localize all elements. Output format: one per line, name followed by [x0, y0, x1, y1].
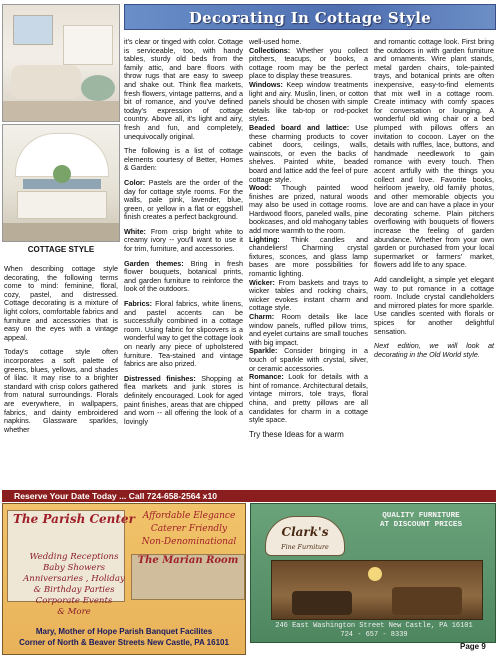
list-item — [249, 124, 368, 184]
item-label: Charm: — [249, 312, 275, 321]
item-label: Lighting: — [249, 234, 280, 244]
article-paragraph: it's clear or tinged with color. Cottage is serviceable, too, with handy tables, sturdy old beds from the family attic, and bare floors with throw rugs that are easy to sweep and shake out. Think flea markets, fresh flowers, vintage patterns, and a bit of romance, and you've defined today's expression of cottage country. Above all, it's light and airy, fresh and fun, and completely, unequivocally original. — [124, 37, 243, 141]
parish-address: Corner of North & Beaver Streets New Castle, PA 16101 — [19, 638, 229, 647]
event-item: Corporate Events — [35, 596, 113, 606]
store-address-block — [259, 622, 489, 640]
ad-headline — [349, 512, 493, 530]
item-text: Use these charming products to cover cabinet doors, ceilings, walls, wainscots, or even the backs of shelves. Painted white, beaded board and lattice add the feel of pure cottage style. — [249, 122, 369, 184]
parish-center-ad — [2, 503, 246, 655]
item-text: Shopping at flea markets and junk stores is definitely encouraged. Look for aged paint finishes, areas that are chipped and worn -- all offering the look of a lovingly — [124, 373, 243, 426]
event-item: Wedding Receptions — [29, 552, 119, 562]
cottage-dining-room-photo — [2, 124, 120, 242]
article-paragraph: well-used home. — [249, 37, 302, 46]
item-text: Though painted wood finishes are prized, natural woods may also be used in cottage rooms. Hardwood floors, paneled walls, pine bookcases, and old mahogany tables add more warmth to the room. — [249, 183, 368, 236]
article-paragraph: The following is a list of cottage elements courtesy of Better, Homes & Garden: — [124, 146, 243, 173]
item-text: Pastels are the order of the day for cottage style rooms. For the walls, pale pink, lavender, blue, green, or yellow in a flat or eggshell finish creates a perfect background. — [124, 177, 244, 222]
list-item — [124, 179, 243, 222]
event-item: & More — [57, 607, 91, 617]
item-text: Room details like lace window panels, ruffled pillow trims, and eyelet curtains are small touches with big impact. — [249, 312, 368, 347]
list-item — [124, 260, 243, 294]
item-text: Bring in fresh flower bouquets, botanical prints, and garden furniture to reinforce the look of the outdoors. — [124, 258, 243, 294]
parish-center-title: The Parish Center — [13, 512, 135, 526]
article-paragraph: Try these Ideas for a warm — [249, 429, 344, 439]
store-logo — [265, 516, 345, 556]
item-label: Garden themes: — [124, 258, 184, 268]
list-item — [124, 300, 243, 369]
event-item: & Birthday Parties — [33, 585, 115, 595]
list-item — [249, 373, 368, 425]
feature-item: Non-Denominational — [141, 537, 237, 547]
list-item — [124, 375, 243, 427]
headline-line: QUALITY FURNITURE — [382, 512, 460, 520]
item-label: Color: — [124, 177, 146, 187]
item-text: Keep window treatments light and airy. Muslin, linen, or cotton panels should be chosen with simple details like tab-top or rod-pocket styles. — [249, 79, 368, 124]
list-item — [249, 47, 368, 81]
headline-line: AT DISCOUNT PRICES — [379, 521, 463, 529]
article-paragraph: Add candlelight, a simple yet elegant way to put romance in a cottage room. Include crystal candleholders and mirrored plates for more sparkle. Use candles scented with florals or spices for another delightful sensation. — [374, 275, 494, 336]
showroom-photo — [271, 560, 483, 620]
event-item: Anniversaries , Holiday — [23, 574, 125, 584]
list-item — [124, 228, 243, 254]
item-label: Distressed finishes: — [124, 373, 196, 383]
feature-item: Affordable Elegance — [142, 511, 236, 521]
marian-room-title: The Marian Room — [137, 555, 239, 566]
event-list — [19, 552, 129, 618]
photo-caption: COTTAGE STYLE — [27, 245, 95, 254]
article-paragraph: Today's cottage style often incorporates a soft palette of greens, blues, yellows, and shades of lilac. It may rise to a brighter standard with crisp colors gathered from natural surroundings. Florals are everywhere, in wallpapers, fabrics, and dainty embroidered napkins. Glassware sparkles, whether — [4, 347, 118, 434]
item-label: Windows: — [249, 79, 283, 89]
item-text: Consider bringing in a touch of sparkle with crystal, silver, or ceramic accessories. — [249, 346, 369, 373]
item-label: Sparkle: — [249, 346, 278, 356]
list-item — [249, 279, 368, 313]
page-number: Page 9 — [460, 642, 486, 651]
store-tagline: Fine Furniture — [281, 543, 329, 551]
article-column-left — [4, 265, 118, 440]
article-paragraph: When describing cottage style decorating, the following terms come to mind: feminine, floral, cozy, pastel, and distressed. Cottage decorating is a mixture of light colors, comfortable fabrics and furniture and accessories that is easy on the eyes with a vintage appeal. — [4, 264, 118, 342]
event-item: Baby Showers — [42, 563, 106, 573]
page-title: Decorating In Cottage Style — [188, 9, 432, 27]
furniture-store-ad — [250, 503, 496, 643]
item-text: Whether you collect pitchers, teacups, or books, a cottage room may be the perfect place to display these treasures. — [249, 45, 368, 81]
cottage-living-room-photo — [2, 4, 120, 122]
item-label: Romance: — [249, 372, 284, 382]
article-column-right-2 — [374, 38, 494, 365]
feature-item: Caterer Friendly — [150, 524, 228, 534]
item-label: Beaded board and lattice: — [249, 122, 350, 132]
list-item — [249, 81, 368, 124]
list-item — [249, 184, 368, 236]
item-label: Wicker: — [249, 277, 275, 287]
item-label: Wood: — [249, 183, 272, 193]
item-text: Look for details with a hint of romance. Architectural details, vintage mirrors, tole trays, floral china, and pretty pillows are all candidates for charm in a cottage style space. — [249, 372, 368, 425]
feature-list — [133, 510, 245, 549]
item-text: Floral fabrics, white linens, and pastel accents can be successfully combined in a cottage room. Using fabric for slipcovers is a wonderful way to get the cottage look on nearly any piece of upholstered furniture. Tea-stained and vintage fabrics are also prized. — [124, 299, 244, 369]
next-edition-note: Next edition, we will look at decorating in the Old World style. — [374, 341, 494, 359]
store-name: Clark's — [281, 525, 329, 539]
reservation-bar: Reserve Your Date Today ... Call 724-658-2564 x10 — [2, 490, 496, 502]
marian-room-photo — [131, 554, 245, 600]
list-item — [249, 236, 368, 279]
item-label: Collections: — [249, 45, 291, 55]
item-text: From crisp bright white to creamy ivory -- you'll want to use it for trim, furniture, and accessories. — [124, 226, 244, 254]
article-column-middle — [124, 38, 243, 432]
list-item — [249, 313, 368, 347]
item-text: Think candles and chandeliers! Charming crystal fixtures, sconces, and glass lamp bases are more possibilities for romantic lighting. — [249, 234, 368, 279]
article-paragraph: and romantic cottage look. First bring the outdoors in with garden furniture and ornaments. Wire plant stands, metal garden chairs, tole-painted trays, and botanical prints are often inexpensive, easy-to-find elements that mix well in a cottage room. Create intimacy with comfy spaces for conversation or lounging. A wonderful old wing chair or a bed plumped with pillows offers an invitation to cocoon. Layer on the details with ruffles, lace, buttons, and handmade needlework to gain romance with every touch. Then accent artfully with the things you collect and love. Favorite books, heirloom jewelry, old family photos, and other memorable objects you love are and can have a place in your decorating scheme. Plain pitchers overflowing with bouquets of flowers increase the feeling of garden abundance. Whether from your own garden or purchased from your local supermarket or farmers' market, flowers add life to any space. — [374, 37, 494, 270]
list-item — [249, 347, 368, 373]
store-phone: 724 - 657 - 8339 — [340, 631, 408, 639]
item-label: Fabrics: — [124, 299, 152, 309]
parish-ad-footer — [3, 626, 245, 648]
item-text: From baskets and trays to wicker tables and rocking chairs, wicker evokes instant charm and cottage style. — [249, 277, 369, 313]
article-column-right-1 — [249, 38, 368, 445]
parish-facility-name: Mary, Mother of Hope Parish Banquet Facilites — [35, 627, 213, 636]
item-label: White: — [124, 226, 146, 236]
header-banner — [124, 4, 496, 30]
store-address: 246 East Washington Street New Castle, PA 16101 — [275, 622, 473, 630]
